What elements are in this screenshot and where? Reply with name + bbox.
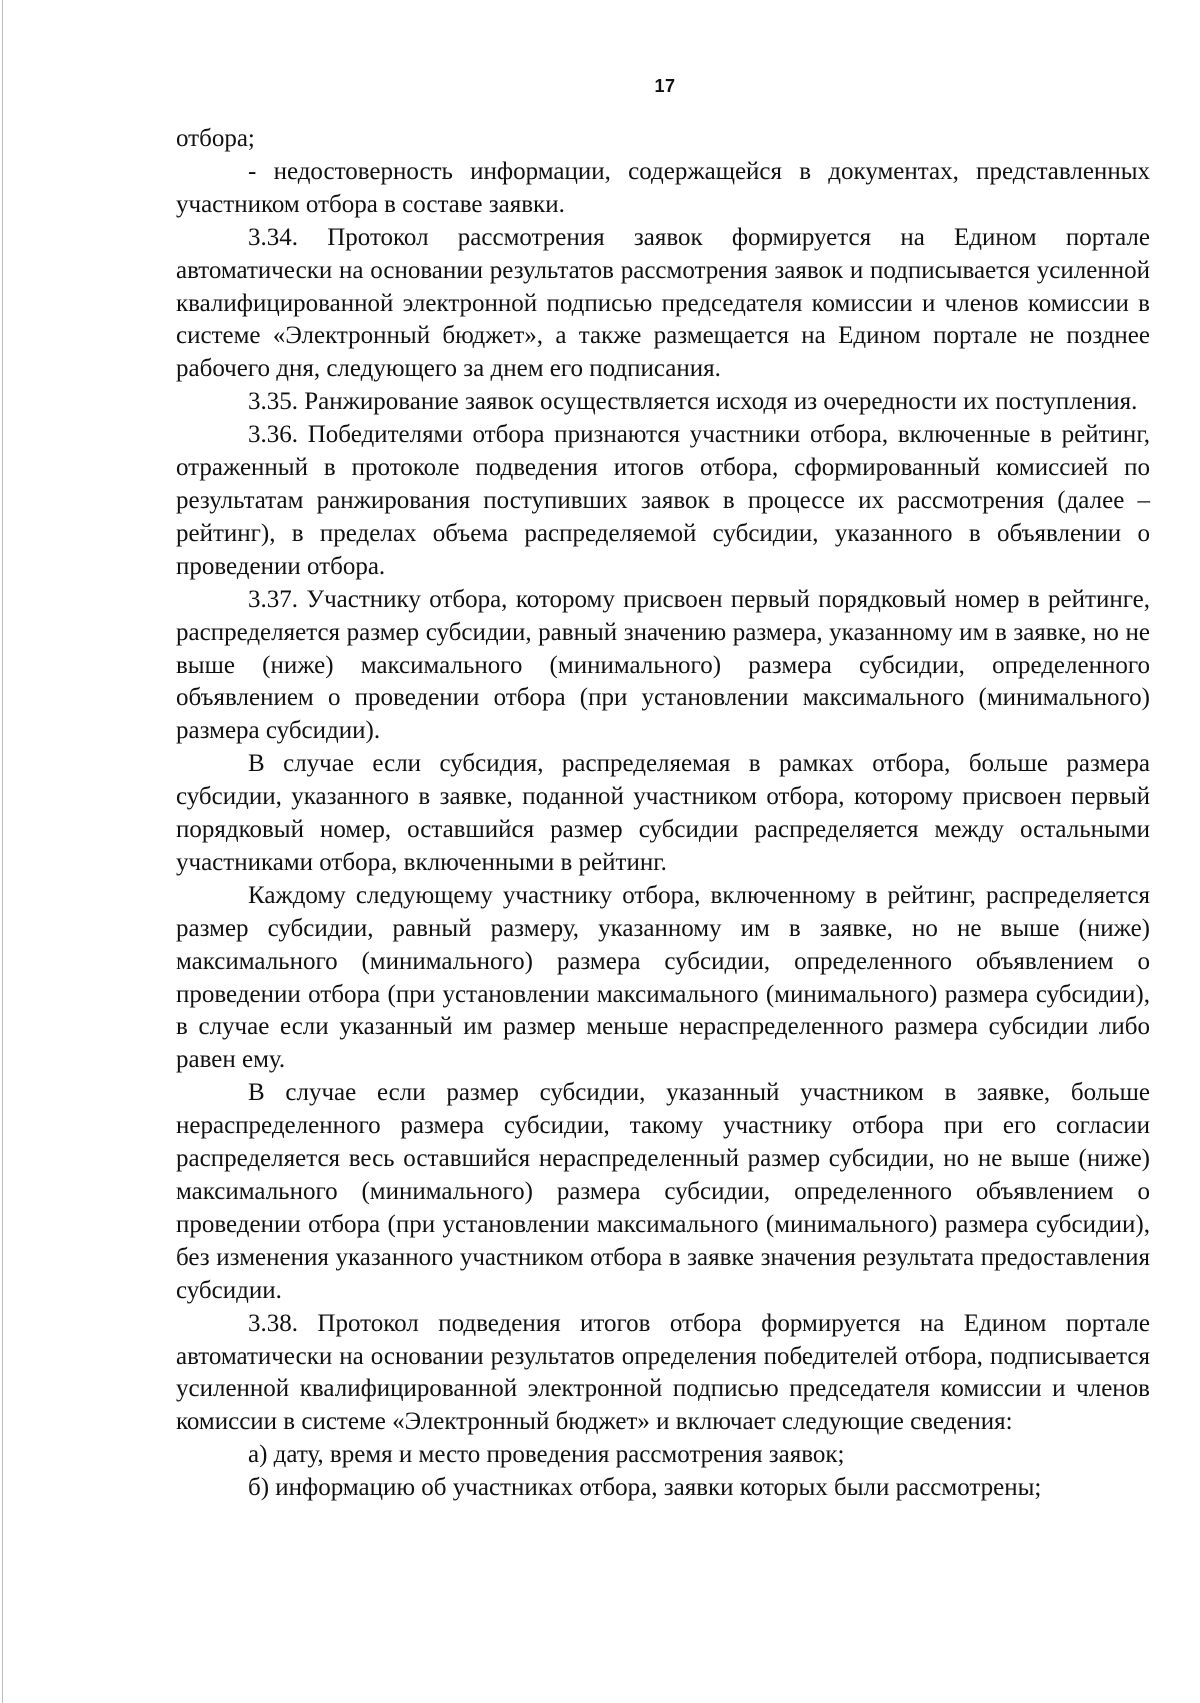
paragraph: отбора;	[176, 125, 255, 152]
paragraph: Каждому следующему участнику отбора, включенному в рейтинг, распределяется размер субсидии, равный размеру, указанному им в заявке, но не выше (ниже) максимального (минимального) размера субсидии, определенного объявлением о проведении отбора (при установлении максимального (минимального) размера субсидии), в случае если указанный им размер меньше нераспределенного размера субсидии либо равен ему.	[176, 881, 1150, 1074]
document-body	[176, 123, 1150, 1505]
paragraph-3-37: 3.37. Участнику отбора, которому присвоен первый порядковый номер в рейтинге, распределяется размер субсидии, равный значению размера, указанному им в заявке, но не выше (ниже) максимального (минимального) размера субсидии, определенного объявлением о проведении отбора (при установлении максимального (минимального) размера субсидии).	[176, 585, 1150, 745]
list-item-b: б) информацию об участниках отбора, заявки которых были рассмотрены;	[248, 1474, 1042, 1502]
paragraph: В случае если размер субсидии, указанный участником в заявке, больше нераспределенного размера субсидии, такому участнику отбора при его согласии распределяется весь оставшийся нераспределенный размер субсидии, но не выше (ниже) максимального (минимального) размера субсидии, определенного объявлением о проведении отбора (при установлении максимального (минимального) размера субсидии), без изменения указанного участником отбора в заявке значения результата предоставления субсидии.	[176, 1079, 1150, 1304]
paragraph-3-35: 3.35. Ранжирование заявок осуществляется исходя из очередности их поступления.	[248, 388, 1138, 416]
paragraph-3-36: 3.36. Победителями отбора признаются участники отбора, включенные в рейтинг, отраженный в протоколе подведения итогов отбора, сформированный комиссией по результатам ранжирования поступивших заявок в процессе их рассмотрения (далее – рейтинг), в пределах объема распределяемой субсидии, указанного в объявлении о проведении отбора.	[176, 421, 1150, 580]
paragraph-3-34: 3.34. Протокол рассмотрения заявок формируется на Едином портале автоматически на основании результатов рассмотрения заявок и подписывается усиленной квалифицированной электронной подписью председателя комиссии и членов комиссии в системе «Электронный бюджет», а также размещается на Едином портале не позднее рабочего дня, следующего за днем его подписания.	[176, 223, 1150, 383]
paragraph-3-38: 3.38. Протокол подведения итогов отбора формируется на Едином портале автоматически на основании результатов определения победителей отбора, подписывается усиленной квалифицированной электронной подписью председателя комиссии и членов комиссии в системе «Электронный бюджет» и включает следующие сведения:	[176, 1309, 1150, 1436]
list-item-a: а) дату, время и место проведения рассмотрения заявок;	[248, 1441, 845, 1469]
paragraph-bullet: - недостоверность информации, содержащейся в документах, представленных участником отбора в составе заявки.	[176, 157, 1150, 218]
scan-edge	[2, 0, 3, 1703]
paragraph: В случае если субсидия, распределяемая в рамках отбора, больше размера субсидии, указанного в заявке, поданной участником отбора, которому присвоен первый порядковый номер, оставшийся размер субсидии распределяется между остальными участниками отбора, включенными в рейтинг.	[176, 750, 1150, 876]
page-number: 17	[654, 76, 676, 96]
